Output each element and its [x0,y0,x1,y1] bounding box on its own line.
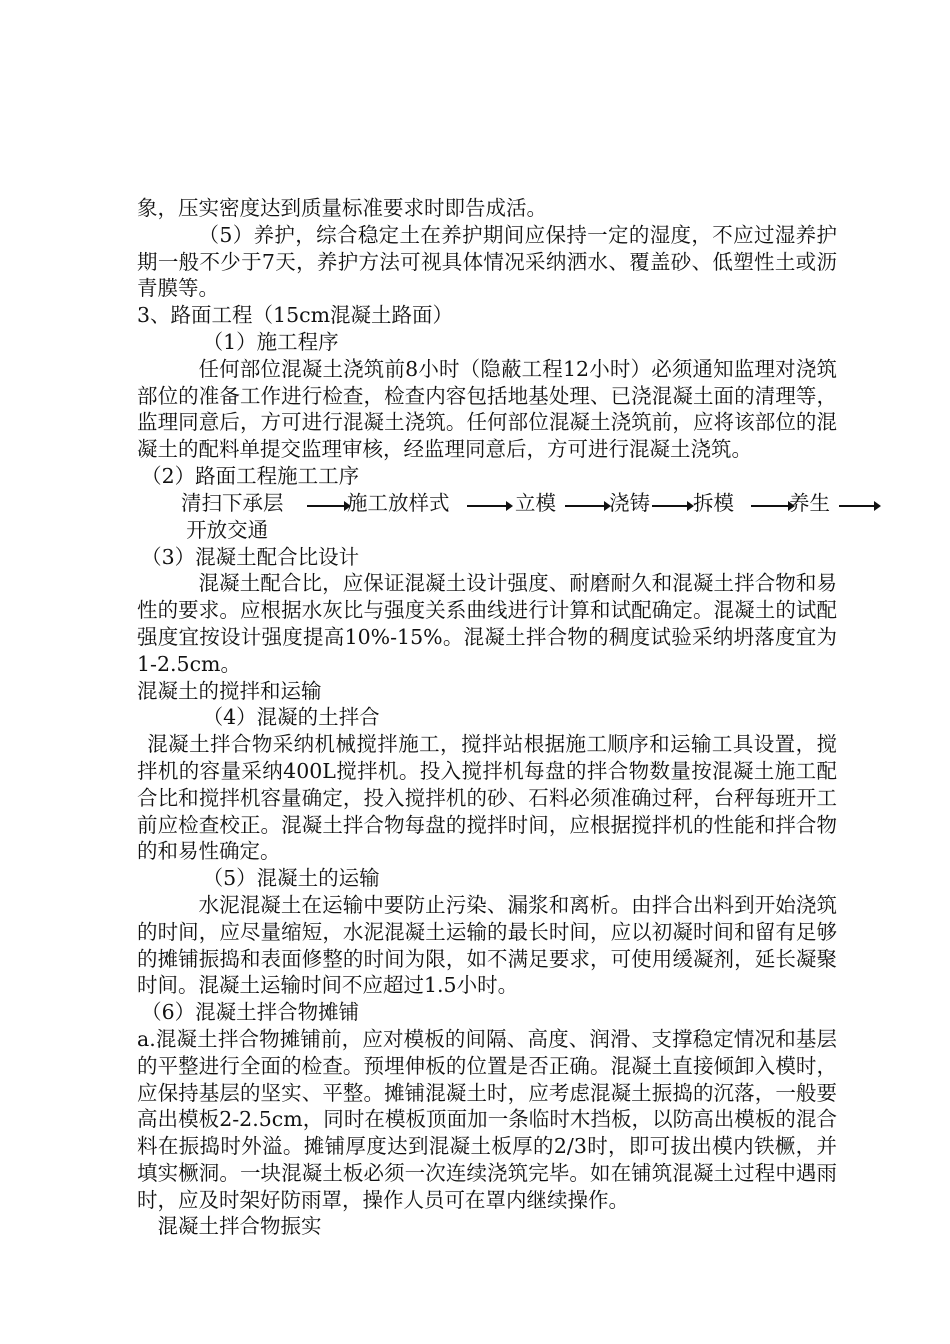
paragraph-compaction-end: 象，压实密度达到质量标准要求时即告成活。 [137,196,547,220]
subheading-transport: （5）混凝土的运输 [202,866,380,891]
paragraph-mix-design: 混凝土配合比，应保证混凝土设计强度、耐磨耐久和混凝土拌合物和易性的要求。应根据水灰比与强度关系曲线进行计算和试配确定。混凝土的试配强度宜按设计强度提高10%-15%。混凝土拌合物的稠度试验采纳坍落度宜为1-2.5cm。 [137,571,837,676]
paragraph-mixing: 混凝土拌合物采纳机械搅拌施工，搅拌站根据施工顺序和运输工具设置，搅拌机的容量采纳400L搅拌机。投入搅拌机每盘的拌合物数量按混凝土施工配合比和搅拌机容量确定，投入搅拌机的砂、石料必须准确过秤，台秤每班开工前应检查校正。混凝土拌合物每盘的搅拌时间，应根据搅拌机的性能和拌合物的和易性确定。 [137,732,837,864]
flow-arrow-icon [652,505,688,507]
flow-arrow-icon [307,505,345,507]
flow-arrow-icon [565,505,605,507]
subheading-mixing: （4）混凝的土拌合 [202,705,380,730]
heading-vibration: 混凝土拌合物振实 [157,1214,322,1239]
flow-step-formwork: 立模 [515,490,556,515]
flow-arrow-icon [839,505,875,507]
flow-step-layout: 施工放样式 [347,490,450,515]
flow-step-demold: 拆模 [693,490,734,515]
subheading-mix-design: （3）混凝土配合比设计 [141,544,360,569]
flow-step-pour: 浇铸 [609,490,650,515]
paragraph-curing: （5）养护，综合稳定土在养护期间应保持一定的湿度，不应过湿养护期一般不少于7天，养护方法可视具体情况采纳洒水、覆盖砂、低塑性土或沥青膜等。 [137,222,837,301]
flow-arrow-icon [751,505,789,507]
flow-step-open-traffic: 开放交通 [186,517,269,542]
paragraph-transport: 水泥混凝土在运输中要防止污染、漏浆和离析。由拌合出料到开始浇筑的时间，应尽量缩短，水泥混凝土运输的最长时间，应以初凝时间和留有足够的摊铺振捣和表面修整的时间为限，如不满足要求，可使用缓凝剂，延长凝聚时间。混凝土运输时间不应超过1.5小时。 [137,892,837,998]
flow-step-sweep: 清扫下承层 [181,490,284,515]
subheading-procedure: （1）施工程序 [202,329,339,354]
document-body [137,195,837,1240]
process-flow-row [137,490,837,517]
section-heading-pavement: 3、路面工程（15cm混凝土路面） [137,303,454,328]
paragraph-procedure: 任何部位混凝土浇筑前8小时（隐蔽工程12小时）必须通知监理对浇筑部位的准备工作进行检查，检查内容包括地基处理、已浇混凝土面的清理等，监理同意后，方可进行混凝土浇筑。任何部位混凝土浇筑前，应将该部位的混凝土的配料单提交监理审核，经监理同意后，方可进行混凝土浇筑。 [137,356,837,462]
heading-mixing-transport: 混凝土的搅拌和运输 [137,678,322,703]
paragraph-spreading: a.混凝土拌合物摊铺前，应对模板的间隔、高度、润滑、支撑稳定情况和基层的平整进行全面的检查。预埋伸板的位置是否正确。混凝土直接倾卸入模时，应保持基层的坚实、平整。摊铺混凝土时，应考虑混凝土振捣的沉落，一般要高出模板2-2.5cm，同时在模板顶面加一条临时木挡板，以防高出模板的混合料在振捣时外溢。摊铺厚度达到混凝土板厚的2/3时，即可拔出模内铁橛，并填实橛洞。一块混凝土板必须一次连续浇筑完毕。如在铺筑混凝土过程中遇雨时，应及时架好防雨罩，操作人员可在罩内继续操作。 [137,1026,837,1212]
subheading-spreading: （6）混凝土拌合物摊铺 [141,1000,360,1025]
flow-step-cure: 养生 [789,490,830,515]
flow-arrow-icon [467,505,507,507]
subheading-process-flow: （2）路面工程施工工序 [141,463,360,488]
